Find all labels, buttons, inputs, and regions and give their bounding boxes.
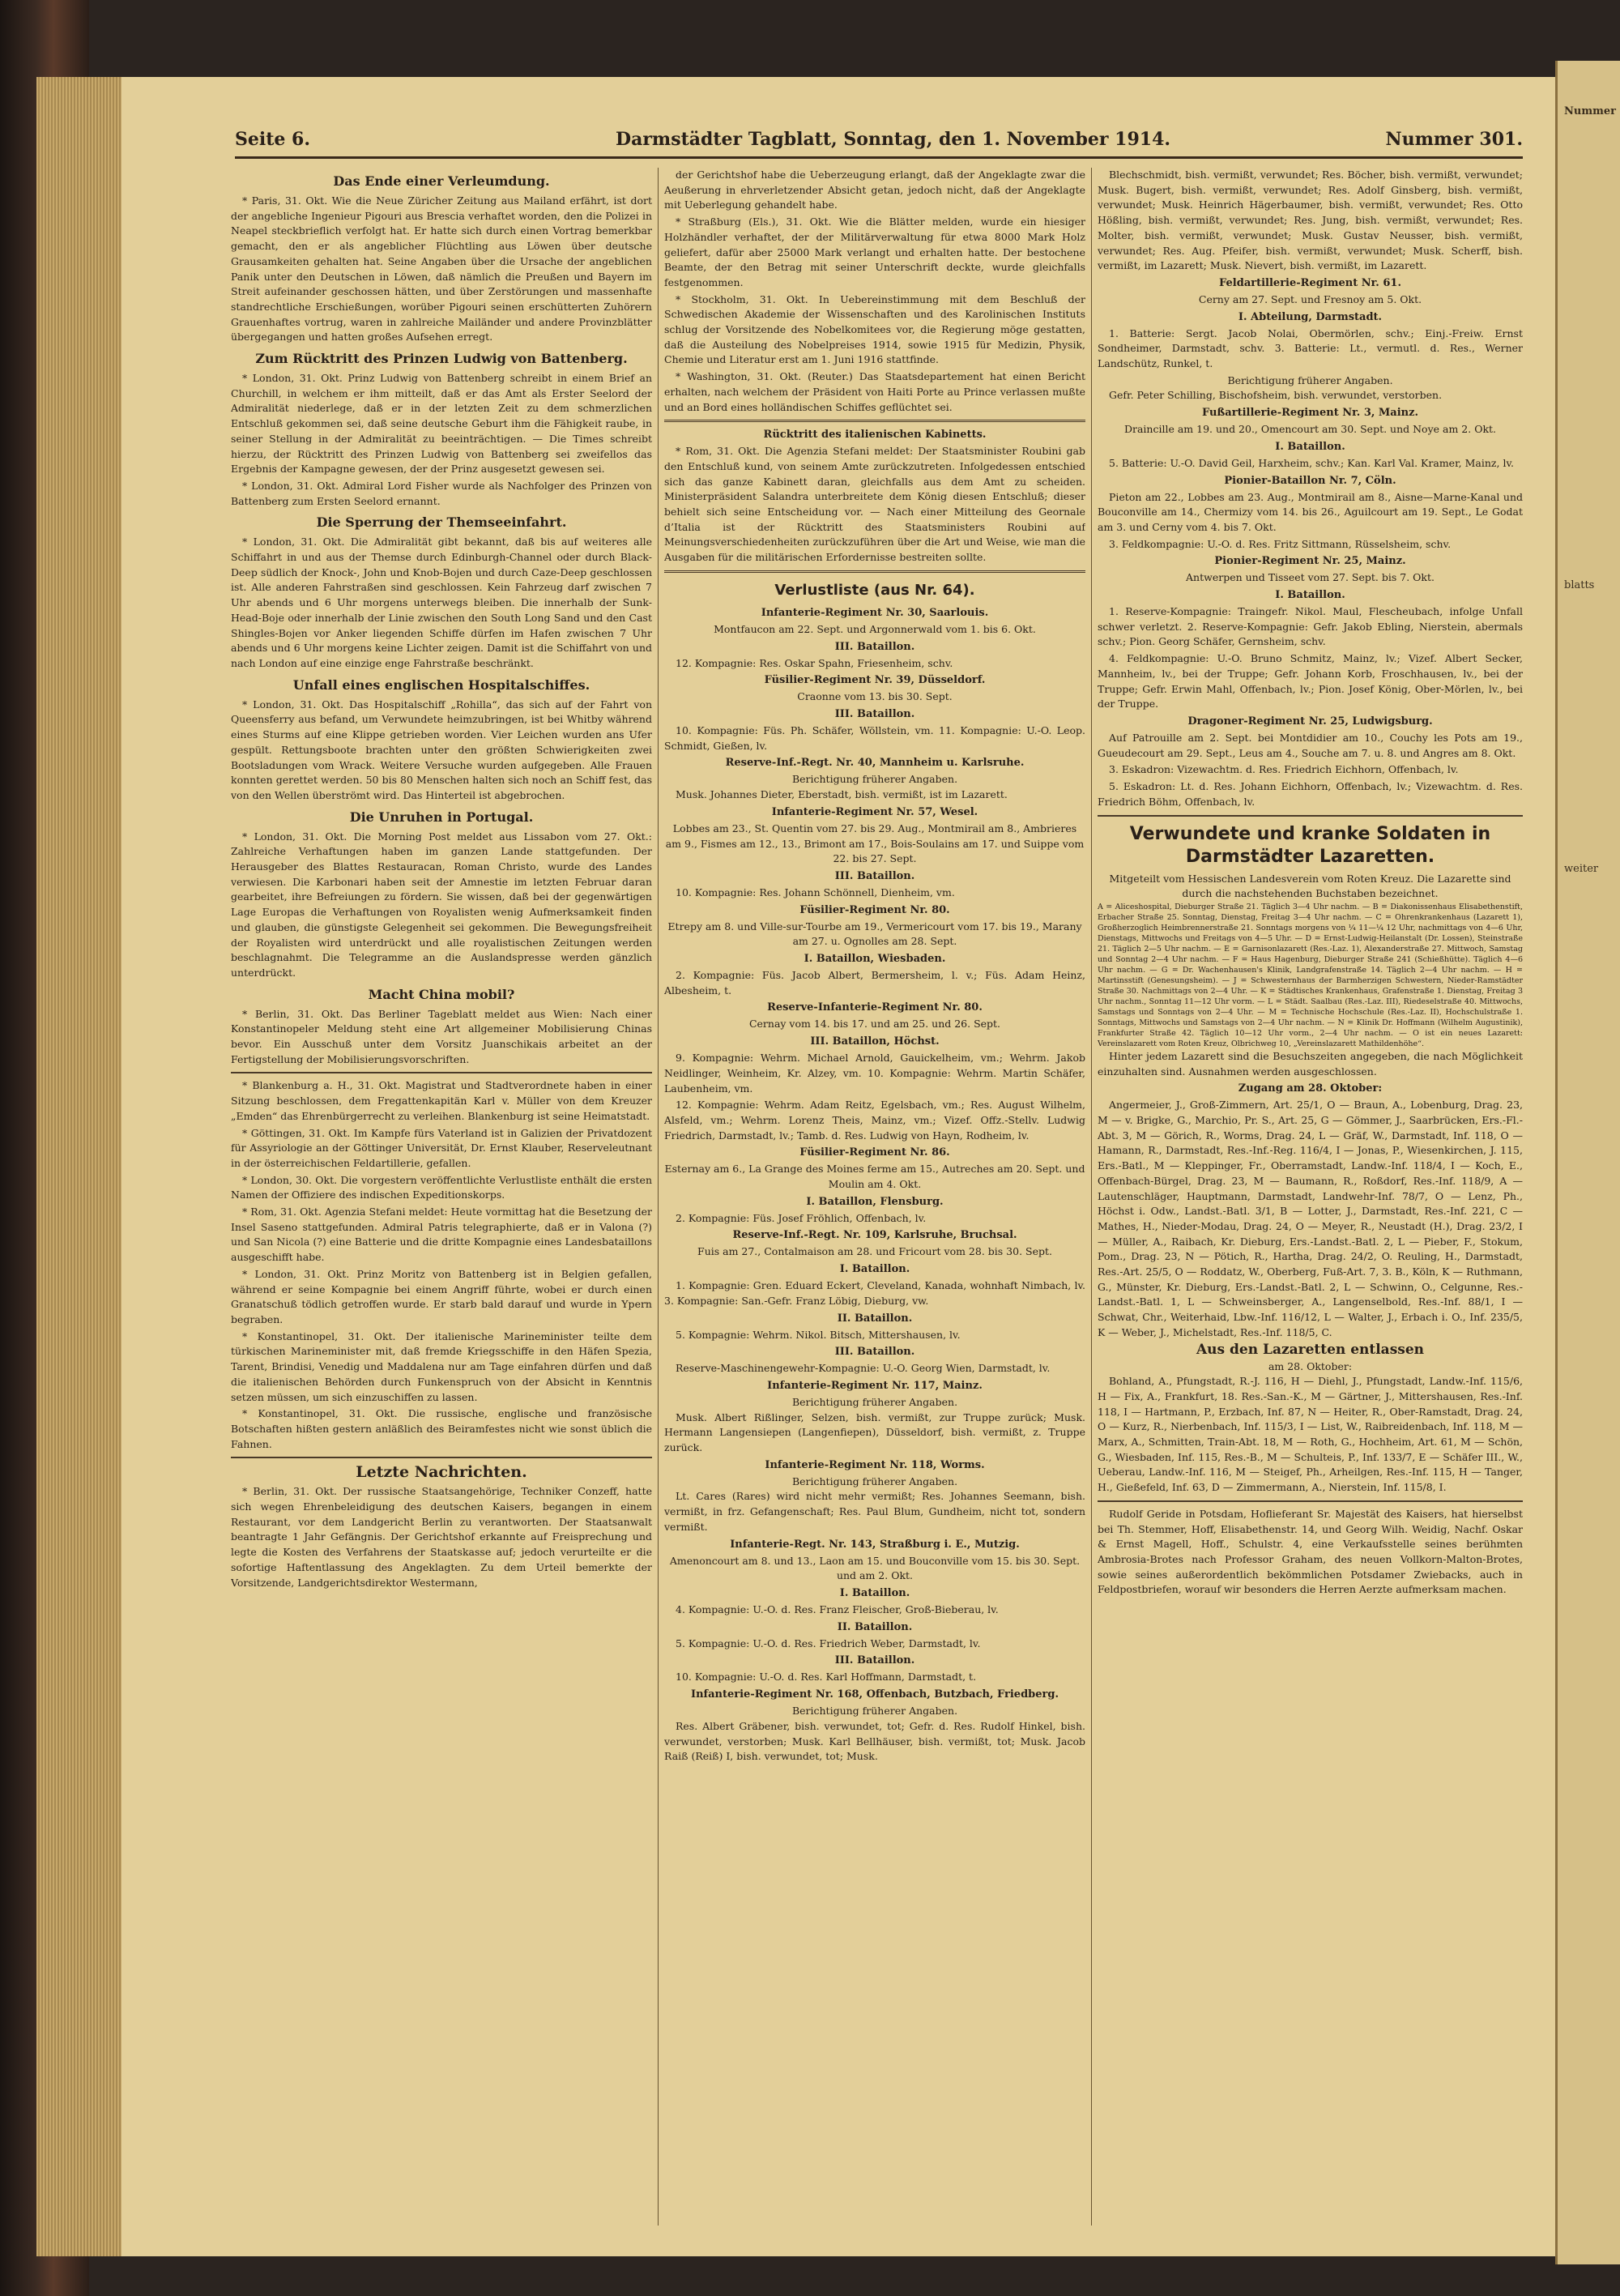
regiment-heading: Reserve-Inf.-Regt. Nr. 109, Karlsruhe, Bruchsal. — [732, 1229, 1017, 1242]
battle-locations: Pieton am 22., Lobbes am 23. Aug., Montmirail am 8., Aisne—Marne-Kanal und Bouconville am 14., Chermizy vom 14. bis 26., Aguilcourt am 19. Sept., Le Godat am 3. und Cerny vom 4. bis 7. Okt. — [1098, 490, 1523, 533]
article-text: * Paris, 31. Okt. Wie die Neue Züricher Zeitung aus Mailand erfährt, ist dort der angebliche Ingenieur Pigouri aus Brescia verhaftet worden, den die Polizei in Neapel steckbrieflich verfolgt hat. Er hatte sich durch einen Vortrag bemerkbar gemacht, den er als angeblicher Flüchtling aus Löwen über deutsche Grausamkeiten gehalten hat. Seine Angaben über die Ursache der angeblichen Panik unter den Deutschen in Löwen, daß nämlich die Preußen und Bayern im Streit aufeinander geschossen hätten, und über Zerstörungen und massenhafte standrechtliche Erschießungen, worüber Pigouri seinen erschütterten Zuhörern Grauenhaftes vortrug, waren in zahlreiche Mailänder und andere Provinzblätter übergegangen und hatten großes Aufsehen erregt. — [231, 194, 652, 344]
regiment-heading: Infanterie-Regiment Nr. 168, Offenbach, Butzbach, Friedberg. — [690, 1688, 1059, 1701]
article-text: * Berlin, 31. Okt. Der russische Staatsangehörige, Techniker Conzeff, hatte sich wegen Ehrenbeleidigung des deutschen Kaisers, begangen in einem Restaurant, vor dem Landgericht Berlin zu verantworten. Der Staatsanwalt beantragte 1 Jahr Gefängnis. Der Gerichtshof erkannte auf Freisprechung und legte die Kosten des Verfahrens der Staatskasse auf; jedoch verurteilte er die sofortige Haftentlassung des Angeklagten. Zu dem Urteil bemerkte der Vorsitzende, Landgerichtsdirektor Westermann, — [231, 1485, 652, 1589]
regiment-heading: Reserve-Inf.-Regt. Nr. 40, Mannheim u. Karlsruhe. — [725, 757, 1025, 770]
newspaper-page — [122, 77, 1555, 2256]
casualty-entry: 5. Kompagnie: U.-O. d. Res. Friedrich Weber, Darmstadt, lv. — [676, 1637, 981, 1649]
article-heading: Die Unruhen in Portugal. — [349, 809, 534, 825]
article-text: * London, 30. Okt. Die vorgestern veröffentlichte Verlustliste enthält die ersten Namen der Offiziere des indischen Expeditionskorps. — [231, 1173, 652, 1201]
facing-page-text: Nummer — [1564, 105, 1616, 117]
battalion-heading: II. Bataillon. — [837, 1312, 913, 1325]
battalion-heading: II. Bataillon. — [837, 1620, 913, 1633]
battle-locations: Lobbes am 23., St. Quentin vom 27. bis 29. Aug., Montmirail am 8., Ambrieres am 9., Fismes am 12., 13., Brimont am 17., Bois-Soulains am 17. und Suippe vom 22. bis 27. Sept. — [665, 822, 1085, 865]
article-heading: Rücktritt des italienischen Kabinetts. — [763, 429, 987, 442]
regiment-heading: Infanterie-Regiment Nr. 118, Worms. — [765, 1458, 985, 1471]
battle-locations: Amenoncourt am 8. und 13., Laon am 15. und Bouconville vom 15. bis 30. Sept. und am 2. Okt. — [669, 1554, 1081, 1582]
article-text: * Konstantinopel, 31. Okt. Die russische, englische und französische Botschaften hißten gestern anläßlich des Beiramfestes nicht wie sonst üblich die Fahnen. — [231, 1407, 652, 1450]
regiment-heading: Reserve-Infanterie-Regiment Nr. 80. — [767, 1001, 983, 1014]
article-text: * Washington, 31. Okt. (Reuter.) Das Staatsdepartement hat einen Bericht erhalten, nach welchem der Präsident von Haiti Porte au Prince verlassen mußte und an Bord eines holländischen Schiffes geflüchtet sei. — [664, 370, 1085, 413]
regiment-heading: Füsilier-Regiment Nr. 80. — [799, 903, 950, 916]
casualty-entry: 2. Kompagnie: Füs. Jacob Albert, Bermersheim, l. v.; Füs. Adam Heinz, Albesheim, t. — [664, 969, 1085, 996]
battle-locations: Esternay am 6., La Grange des Moines ferme am 15., Autreches am 20. Sept. und Moulin am 4. Okt. — [664, 1163, 1085, 1191]
column-1 — [231, 168, 652, 2230]
casualty-entry: Lt. Cares (Rares) wird nicht mehr vermißt; Res. Johannes Seemann, bish. vermißt, in frz. Gefangenschaft; Res. Paul Blum, Gundheim, nicht tot, sondern vermißt. — [664, 1490, 1085, 1533]
battalion-heading: I. Bataillon, Flensburg. — [806, 1195, 944, 1208]
page-number: Seite 6. — [235, 129, 311, 150]
battle-locations: Draincille am 19. und 20., Omencourt am 30. Sept. und Noye am 2. Okt. — [1123, 423, 1497, 436]
column-2 — [664, 168, 1085, 2230]
column-rule — [1091, 168, 1092, 2226]
facing-page-text: blatts — [1564, 579, 1595, 591]
battalion-heading: III. Bataillon. — [834, 1346, 915, 1359]
battle-locations: Montfaucon am 22. Sept. und Argonnerwald vom 1. bis 6. Okt. — [714, 622, 1036, 635]
article-text: * Blankenburg a. H., 31. Okt. Magistrat und Stadtverordnete haben in einer Sitzung beschlossen, dem Fregattenkapitän Karl v. Müller von dem Kreuzer „Emden“ das Ehrenbürgerrecht zu verleihen. Blankenburg ist seine Heimatstadt. — [231, 1079, 652, 1122]
admissions-list: Angermeier, J., Groß-Zimmern, Art. 25/1, O — Braun, A., Lobenburg, Drag. 23, M — v. Brigke, G., Marchio, Pr. S., Art. 25, G — Gömmer, J., Saarbrücken, Ers.-Fl.-Abt. 3, M — Görich, R., Worms, Drag. 24, L — Gräf, W., Darmstadt, Inf. 118, O — Hamann, R., Darmstadt, Res.-Inf.-Reg. 116/4, I — Jonas, P., Wiesenkirchen, J. 115, Ers.-Batl., M — Kleppinger, Fr., Oberramstadt, Landw.-Inf. 118/4, I — Koch, E., Offenbach-Bürgel, Drag. 23, M — Baumann, R., Roßdorf, Res.-Inf. 118/9, A — Lautenschläger, Hauptmann, Darmstadt, Landwehr-Inf. 78/7, O — Lenz, Ph., Höchst i. Odw., Landst.-Batl. 3/1, B — Lotter, J., Darmstadt, Res.-Inf. 221, C — Mathes, H., Nieder-Modau, Drag. 24, O — Meyer, R., Neustadt (H.), Drag. 23/2, I — Müller, A., Raibach, Kr. Dieburg, Ers.-Landst.-Batl. 2, L — Pieber, F., Stokum, Pom., Drag. 23, N — Pötich, R., Hartha, Drag. 24/2, O. Reuling, H., Darmstadt, Res.-Art. 25/5, O — Roddatz, W., Oberberg, Fuß-Art. 7, 3. B., Köln, K — Ruthmann, G., Münster, Kr. Dieburg, Ers.-Landst.-Batl. 2, L — Schwinn, O., Celgunne, Res.-Landst.-Batl. 1, L — Schweinsberger, A., Langenselbold, Res.-Inf. 88/1, I — Schwat, Chr., Weiterhaid, Lbw.-Inf. 116/12, L — Walter, J., Erbach i. O., Inf. 235/5, K — Weber, J., Michelstadt, Res.-Inf. 118/5, C. — [1098, 1099, 1523, 1338]
casualty-entry: 10. Kompagnie: Res. Johann Schönnell, Dienheim, vm. — [676, 886, 955, 898]
casualty-entry: 5. Batterie: U.-O. David Geil, Harxheim, schv.; Kan. Karl Val. Kramer, Mainz, lv. — [1109, 456, 1514, 469]
battalion-heading: III. Bataillon, Höchst. — [810, 1035, 940, 1048]
discharges-list: Bohland, A., Pfungstadt, R.-J. 116, H — Diehl, J., Pfungstadt, Landw.-Inf. 115/6, H — Fix, A., Frankfurt, 18. Res.-San.-K., M — Gärtner, J., Mittershausen, Res.-Inf. 118, I — Hartmann, P., Erzbach, Inf. 87, N — Heiter, R., Ober-Ramstadt, Drag. 24, O — Kurz, R., Nierbenbach, Inf. 115/3, I — List, W., Raibreidenbach, Inf. 118, M — Marx, A., Schmitten, Train-Abt. 18, M — Roth, G., Hochheim, Art. 61, M — Schön, G., Wiesbaden, Inf. 115, Res.-B., M — Schulteis, P., Inf. 133/7, E — Schäfer III., W., Ueberau, Landw.-Inf. 116, M — Steigef, Ph., Arheilgen, Res.-Inf. 115, H — Tanger, H., Gießefeld, Inf. 63, D — Zimmermann, A., Nierstein, Inf. 115/8, I. — [1098, 1375, 1523, 1494]
casualty-entry: 5. Kompagnie: Wehrm. Nikol. Bitsch, Mittershausen, lv. — [676, 1328, 961, 1341]
article-heading: Letzte Nachrichten. — [356, 1463, 527, 1482]
battle-locations: Cerny am 27. Sept. und Fresnoy am 5. Okt. — [1198, 292, 1422, 305]
regiment-heading: Pionier-Bataillon Nr. 7, Cöln. — [1224, 474, 1396, 487]
article-heading: Die Sperrung der Themseeinfahrt. — [316, 514, 567, 531]
battalion-heading: I. Abteilung, Darmstadt. — [1238, 310, 1383, 323]
advertisement-text: Rudolf Geride in Potsdam, Hoflieferant Sr. Majestät des Kaisers, hat hierselbst bei Th. Stemmer, Hoff, Elisabethenstr. 14, und Georg Wilh. Weidig, Nachf. Oskar & Ernst Magell, Hoff., Schulstr. 4, eine Verkaufsstelle seines berühmten Ambrosia-Brotes nach Professor Graham, des neuen Vollkorn-Malton-Brotes, sowie seines außerordentlich bekömmlichen Potsdamer Zwiebacks, auch in Feldpostbriefen, worauf wir besonders die Herren Aerzte aufmerksam machen. — [1098, 1507, 1523, 1596]
casualty-entry: 4. Kompagnie: U.-O. d. Res. Franz Fleischer, Groß-Bieberau, lv. — [676, 1603, 999, 1615]
article-text: der Gerichtshof habe die Ueberzeugung erlangt, daß der Angeklagte zwar die Aeußerung in ehrverletzender Absicht getan, jedoch nicht, daß der Angeklagte mit Ueberlegung gehandelt habe. — [664, 169, 1085, 211]
regiment-heading: Füsilier-Regiment Nr. 39, Düsseldorf. — [764, 674, 986, 687]
article-text: * London, 31. Okt. Das Hospitalschiff „Rohilla“, das sich auf der Fahrt von Queensferry aus befand, um Verwundete heimzubringen, ist bei Whitby während eines Sturms auf eine Klippe getrieben worden. Vier Leichen wurden ans Ufer gespült. Rettungsboote brachten unter den größten Schwierigkeiten zwei Bootsladungen vom Wrack. Weitere Versuche wurden aufgegeben. Alle Frauen konnten gerettet werden. 50 bis 80 Menschen halten sich noch an Schiff fest, das von den Wellen überströmt wird. Das Hinterteil ist abgebrochen. — [231, 698, 652, 801]
article-text: * London, 31. Okt. Admiral Lord Fisher wurde als Nachfolger des Prinzen von Battenberg zum Ersten Seelord ernannt. — [231, 479, 652, 507]
casualty-list-heading: Verlustliste (aus Nr. 64). — [774, 581, 975, 599]
battle-locations: Etrepy am 8. und Ville-sur-Tourbe am 19., Vermericourt vom 17. bis 19., Marany am 27. u. Ognolles am 28. Sept. — [667, 920, 1082, 948]
casualty-entry: Res. Albert Gräbener, bish. verwundet, tot; Gefr. d. Res. Rudolf Hinkel, bish. verwundet, verstorben; Musk. Karl Bellhäuser, bish. vermißt, tot; Musk. Jacob Raiß (Reiß) I, bish. verwundet, tot; Musk. — [664, 1719, 1085, 1763]
casualty-entry: 3. Feldkompagnie: U.-O. d. Res. Fritz Sittmann, Rüsselsheim, schv. — [1109, 537, 1452, 550]
battalion-heading: III. Bataillon. — [834, 1654, 915, 1667]
battle-locations: Cernay vom 14. bis 17. und am 25. und 26. Sept. — [748, 1018, 1001, 1031]
casualty-entry: Blechschmidt, bish. vermißt, verwundet; Res. Böcher, bish. vermißt, verwundet; Musk. Bugert, bish. vermißt, verwundet; Res. Adolf Ginsberg, bish. vermißt, verwundet; Musk. Heinrich Hägerbaumer, bish. vermißt, verwundet; Res. Otto Hößling, bish. vermißt, verwundet; Res. Jung, bish. vermißt, verwundet; Res. Molter, bish. vermißt, verwundet; Musk. Gustav Neusser, bish. vermißt, verwundet; Res. Aug. Pfeifer, bish. vermißt, verwundet; Musk. Scherff, bish. vermißt, im Lazarett; Musk. Nievert, bish. vermißt, im Lazarett. — [1098, 169, 1523, 272]
page-header — [235, 124, 1523, 159]
casualty-entry: Musk. Albert Rißlinger, Selzen, bish. vermißt, zur Truppe zurück; Musk. Hermann Langensiepen (Langenfiepen), Düsseldorf, bish. vermißt, z. Truppe zurück. — [664, 1410, 1085, 1454]
battalion-heading: I. Bataillon. — [1275, 440, 1345, 453]
correction-note: Berichtigung früherer Angaben. — [1227, 373, 1393, 386]
correction-note: Berichtigung früherer Angaben. — [791, 1474, 958, 1487]
article-text: Hinter jedem Lazarett sind die Besuchszeiten angegeben, die nach Möglichkeit einzuhalten sind. Ausnahmen werden ausgeschlossen. — [1098, 1049, 1523, 1078]
battalion-heading: III. Bataillon. — [834, 869, 915, 882]
lazarett-subheading: Mitgeteilt vom Hessischen Landesverein vom Roten Kreuz. Die Lazarette sind durch die nachstehenden Buchstaben bezeichnet. — [1109, 872, 1511, 900]
casualty-entry: 10. Kompagnie: U.-O. d. Res. Karl Hoffmann, Darmstadt, t. — [676, 1671, 977, 1684]
article-heading: Zum Rücktritt des Prinzen Ludwig von Battenberg. — [255, 351, 628, 367]
regiment-heading: Infanterie-Regiment Nr. 30, Saarlouis. — [761, 606, 989, 619]
casualty-entry: 12. Kompagnie: Res. Oskar Spahn, Friesenheim, schv. — [676, 656, 953, 669]
issue-number: Nummer 301. — [1385, 129, 1523, 150]
casualty-entry: 1. Kompagnie: Gren. Eduard Eckert, Cleveland, Kanada, wohnhaft Nimbach, lv. 3. Kompagnie: San.-Gefr. Franz Löbig, Dieburg, vw. — [664, 1279, 1085, 1307]
article-text: * Göttingen, 31. Okt. Im Kampfe fürs Vaterland ist in Galizien der Privatdozent für Assyriologie an der Göttinger Universität, Dr. Ernst Klauber, Reserveleutnant in der österreichischen Feldartillerie, gefallen. — [231, 1126, 652, 1169]
article-text: * London, 31. Okt. Die Morning Post meldet aus Lissabon vom 27. Okt.: Zahlreiche Verhaftungen haben im ganzen Lande stattgefunden. Der Herausgeber des Blattes Restauracan, Roman Christo, wurde des Landes verwiesen. Die Karbonari haben seit der Amnestie im letzten Februar daran gearbeitet, ihre Befreiungen zu fördern. Sie wissen, daß bei der gegenwärtigen Lage Europas die Verhaftungen von Royalisten wenig Aufmerksamkeit finden und glauben, die günstigste Gelegenheit sei gekommen. Die Bewegungsfreiheit der Royalisten wird unterdrückt und alle royalistischen Zeitungen werden beschlagnahmt. Die Telegramme an die Auslandspresse werden gänzlich unterdrückt. — [231, 830, 652, 979]
casualty-entry: 4. Feldkompagnie: U.-O. Bruno Schmitz, Mainz, lv.; Vizef. Albert Secker, Mannheim, lv., bei der Truppe; Gefr. Johann Korb, Froschhausen, lv., bei der Truppe; Gefr. Erwin Mahl, Offenbach, lv.; Pion. Josef König, Ober-Mörlen, lv., bei der Truppe. — [1098, 652, 1523, 711]
battle-locations: Craonne vom 13. bis 30. Sept. — [797, 690, 953, 703]
casualty-entry: Gefr. Peter Schilling, Bischofsheim, bish. verwundet, verstorben. — [1109, 389, 1443, 402]
column-rule — [658, 168, 659, 2226]
correction-note: Berichtigung früherer Angaben. — [791, 773, 958, 786]
masthead: Darmstädter Tagblatt, Sonntag, den 1. November 1914. — [616, 129, 1171, 150]
article-text: * Berlin, 31. Okt. Das Berliner Tageblatt meldet aus Wien: Nach einer Konstantinopeler Meldung steht eine Art allgemeiner Mobilisierung Chinas bevor. Ein Ausschuß unter dem Vorsitz Juanschikais arbeitet an der Fertigstellung der Mobilisierungsvorschriften. — [231, 1007, 652, 1065]
article-text: * Straßburg (Els.), 31. Okt. Wie die Blätter melden, wurde ein hiesiger Holzhändler verhaftet, der der Militärverwaltung für etwa 8000 Mark Holz geliefert, dafür aber 25000 Mark verlangt und erhalten hatte. Der bestochene Beamte, der den Betrag mit seiner Unterschrift deckte, wurde gleichfalls festgenommen. — [664, 216, 1085, 288]
casualty-entry: 1. Reserve-Kompagnie: Traingefr. Nikol. Maul, Flescheubach, infolge Unfall schwer verletzt. 2. Reserve-Kompagnie: Gefr. Jakob Ebling, Nierstein, abermals schv.; Pion. Georg Schäfer, Gernsheim, schv. — [1098, 605, 1523, 648]
column-3 — [1098, 168, 1523, 2230]
lazarett-heading: Verwundete und kranke Soldaten in Darmstädter Lazaretten. — [1129, 823, 1491, 867]
battalion-heading: I. Bataillon. — [839, 1263, 910, 1276]
casualty-entry: 2. Kompagnie: Füs. Josef Fröhlich, Offenbach, lv. — [676, 1211, 927, 1224]
discharges-date: am 28. Oktober: — [1268, 1359, 1353, 1372]
article-heading: Macht China mobil? — [368, 986, 515, 1002]
discharges-heading: Aus den Lazaretten entlassen — [1196, 1341, 1425, 1358]
article-text: * Stockholm, 31. Okt. In Uebereinstimmung mit dem Beschluß der Schwedischen Akademie der Wissenschaften und des Karolinischen Instituts schlug der Vorsitzende des Nobelkomitees vor, die Regierung möge gestatten, daß die Austeilung des Nobelpreises 1914, sowie 1915 für Medizin, Physik, Chemie und Literatur erst am 1. Juni 1916 stattfinde. — [664, 292, 1085, 366]
regiment-heading: Dragoner-Regiment Nr. 25, Ludwigsburg. — [1187, 715, 1433, 728]
regiment-heading: Infanterie-Regiment Nr. 117, Mainz. — [767, 1379, 983, 1392]
battle-locations: Auf Patrouille am 2. Sept. bei Montdidier am 10., Couchy les Pots am 19., Gueudecourt am 29. Sept., Leus am 4., Souche am 7. u. 8. und Angres am 8. Okt. — [1098, 731, 1523, 759]
article-text: * Konstantinopel, 31. Okt. Der italienische Marineminister teilte dem türkischen Marineminister mit, daß fremde Kriegsschiffe in den Häfen Spezia, Tarent, Brindisi, Venedig und Maddalena nur am Tage einfahren dürfen und daß die italienischen Behörden durch Funkenspruch von der Absicht in Kenntnis setzen müssen, um sich einzuschiffen zu lassen. — [231, 1329, 652, 1403]
battalion-heading: III. Bataillon. — [834, 707, 915, 720]
regiment-heading: Infanterie-Regiment Nr. 57, Wesel. — [771, 805, 978, 818]
article-text: * London, 31. Okt. Die Admiralität gibt bekannt, daß bis auf weiteres alle Schiffahrt in und aus der Themse durch Edinburgh-Channel oder durch Black-Deep südlich der Knock-, John und Knob-Bojen und durch Caze-Deep geschlossen ist. Alle anderen Fahrstraßen sind geschlossen. Kein Fahrzeug darf zwischen 7 Uhr abends und 6 Uhr morgens unterwegs bleiben. Die innerhalb der Sunk-Head-Boje oder innerhalb der Linie zwischen den South Long Sand und den Cast Shingles-Bojen vor Anker liegenden Schiffe dürfen im Hafen zwischen 7 Uhr abends und 6 Uhr morgens keine Lichter zeigen. Damit ist die Schiffahrt von und nach London auf eine einzige enge Fahrstraße beschränkt. — [231, 536, 652, 669]
facing-page-text: weiter — [1564, 863, 1599, 875]
casualty-entry: 5. Eskadron: Lt. d. Res. Johann Eichhorn, Offenbach, lv.; Vizewachtm. d. Res. Friedrich Böhm, Offenbach, lv. — [1098, 780, 1523, 808]
article-heading: Das Ende einer Verleumdung. — [333, 173, 550, 189]
battle-locations: Fuis am 27., Contalmaison am 28. und Fricourt vom 28. bis 30. Sept. — [697, 1245, 1052, 1258]
correction-note: Berichtigung früherer Angaben. — [791, 1395, 958, 1408]
casualty-entry: 12. Kompagnie: Wehrm. Adam Reitz, Egelsbach, vm.; Res. August Wilhelm, Alsfeld, vm.; Wehrm. Lorenz Theis, Mainz, vm.; Vizef. Offz.-Stellv. Ludwig Friedrich, Darmstadt, lv.; Tamb. d. Res. Ludwig von Hayn, Rodheim, lv. — [664, 1099, 1085, 1142]
battalion-heading: I. Bataillon, Wiesbaden. — [804, 953, 946, 966]
casualty-entry: 9. Kompagnie: Wehrm. Michael Arnold, Gauickelheim, vm.; Wehrm. Jakob Neidlinger, Weinheim, Kr. Alzey, vm. 10. Kompagnie: Wehrm. Martin Schäfer, Laubenheim, vm. — [664, 1052, 1085, 1095]
casualty-entry: 10. Kompagnie: Füs. Ph. Schäfer, Wöllstein, vm. 11. Kompagnie: U.-O. Leop. Schmidt, Gießen, lv. — [664, 723, 1085, 752]
article-text: * Rom, 31. Okt. Die Agenzia Stefani meldet: Der Staatsminister Roubini gab den Entschluß kund, von seinem Amte zurückzutreten. Infolgedessen entschied sich das ganze Kabinett daran, gleichfalls aus dem Amt zu scheiden. Ministerpräsident Salandra unterbreitete dem König diesen Entschluß; dieser behielt sich seine Entscheidung vor. — Nach einer Mitteilung des Geornale d’Italia ist der Rücktritt des Staatsministers Roubini auf Meinungsverschiedenheiten zurückzuführen über die Art und Weise, wie man die Ausgaben für die militärischen Erfordernisse bestreiten sollte. — [664, 445, 1085, 564]
battalion-heading: I. Bataillon. — [1275, 589, 1345, 602]
regiment-heading: Füsilier-Regiment Nr. 86. — [799, 1146, 950, 1159]
regiment-heading: Pionier-Regiment Nr. 25, Mainz. — [1214, 555, 1406, 568]
article-text: * Rom, 31. Okt. Agenzia Stefani meldet: Heute vormittag hat die Besetzung der Insel Saseno stattgefunden. Admiral Patris telegraphierte, daß er in Valona (?) und San Nicola (?) eine Batterie und die dritte Kompagnie eines Landesbataillons ausgeschifft habe. — [231, 1206, 652, 1264]
casualty-entry: 1. Batterie: Sergt. Jacob Nolai, Obermörlen, schv.; Einj.-Freiw. Ernst Sondheimer, Darmstadt, schv. 3. Batterie: Lt., vermutl. d. Res., Werner Landschütz, Runkel, t. — [1098, 326, 1523, 370]
regiment-heading: Infanterie-Regt. Nr. 143, Straßburg i. E., Mutzig. — [730, 1538, 1020, 1551]
divider — [231, 1457, 652, 1458]
casualty-entry: 3. Eskadron: Vizewachtm. d. Res. Friedrich Eichhorn, Offenbach, lv. — [1109, 763, 1459, 776]
correction-note: Berichtigung früherer Angaben. — [791, 1705, 958, 1718]
regiment-heading: Feldartillerie-Regiment Nr. 61. — [1219, 276, 1401, 289]
divider — [1098, 1500, 1523, 1502]
divider — [1098, 815, 1523, 817]
article-heading: Unfall eines englischen Hospitalschiffes. — [292, 676, 590, 693]
lazarett-legend: A = Aliceshospital, Dieburger Straße 21. Täglich 3—4 Uhr nachm. — B = Diakonissenhaus Elisabethenstift, Erbacher Straße 25. Sonntag, Dienstag, Freitag 3—4 Uhr nachm. — C = Ohrenkrankenhaus (Lazarett 1), Großherzoglich Heimbrennerstraße 21. Sonntags morgens von ¼ 11—¼ 12 Uhr, nachmittags von 4—6 Uhr, Dienstags, Mittwochs und Freitags von 4—5 Uhr. — D = Ernst-Ludwig-Heilanstalt (Dr. Lossen), Steinstraße 21. Täglich 2—5 Uhr nachm. — E = Garnisonlazarett (Res.-Laz. 1), Alexanderstraße 27. Mittwoch, Samstag und Sonntag 2—4 Uhr nachm. — F = Haus Hagenburg, Dieburger Straße 241 (Schießhütte). Täglich 4—6 Uhr nachm. — G = Dr. Wachenhausen's Klinik, Landgrafenstraße 14. Täglich 2—4 Uhr nachm. — H = Martinsstift (Genesungsheim). — J = Schwesternhaus der Barmherzigen Schwestern, Nieder-Ramstädter Straße 30. Nachmittags von 2—4 Uhr. — K = Städtisches Krankenhaus, Grafenstraße 1. Dienstag, Freitag 3 Uhr nachm., Sonntag 11—12 Uhr vorm. — L = Städt. Saalbau (Res.-Laz. III), Riedeselstraße 40. Mittwochs, Samstags und Sonntags von 2—4 Uhr. — M = Technische Hochschule (Res.-Laz. II), Hochschulstraße 1. Sonntags, Mittwochs und Samstags von 2—4 Uhr nachm. — N = Klinik Dr. Hoffmann (Wilhelm Augustinik), Frankfurter Straße 42. Täglich 10—12 Uhr vorm., 2—4 Uhr nachm. — O ist ein neues Lazarett: Vereinslazarett vom Roten Kreuz, Olbrichweg 10, „Vereinslazarett Mathildenhöhe“. — [1098, 902, 1523, 1048]
admissions-heading: Zugang am 28. Oktober: — [1238, 1082, 1383, 1095]
article-text: * London, 31. Okt. Prinz Moritz von Battenberg ist in Belgien gefallen, während er seine Kompagnie bei einem Angriff führte, wobei er durch einen Granatschuß tödlich getroffen wurde. Er starb bald darauf und wurde in Ypern begraben. — [231, 1267, 652, 1325]
divider — [231, 1072, 652, 1073]
casualty-entry: Reserve-Maschinengewehr-Kompagnie: U.-O. Georg Wien, Darmstadt, lv. — [676, 1362, 1051, 1375]
battalion-heading: III. Bataillon. — [834, 640, 915, 653]
casualty-entry: Musk. Johannes Dieter, Eberstadt, bish. vermißt, ist im Lazarett. — [676, 788, 1008, 801]
article-text: * London, 31. Okt. Prinz Ludwig von Battenberg schreibt in einem Brief an Churchill, in welchem er ihm mitteilt, daß er das Amt als Erster Seelord der Admiralität niederlege, daß er in der letzten Zeit zu dem schmerzlichen Entschluß gekommen sei, daß seine deutsche Geburt ihm die Fähigkeit raube, in seiner Stellung in der Admiralität zu beeinträchtigen. — Die Times schreibt hierzu, der Rücktritt des Prinzen Ludwig von Battenberg sei zweifellos das Ergebnis der Kampagne gewesen, der der Prinz ausgesetzt gewesen sei. — [231, 372, 652, 476]
regiment-heading: Fußartillerie-Regiment Nr. 3, Mainz. — [1201, 407, 1419, 420]
facing-page-edge — [1555, 61, 1620, 2264]
battle-locations: Antwerpen und Tisseet vom 27. Sept. bis 7. Okt. — [1186, 571, 1435, 584]
boxed-article — [664, 420, 1085, 573]
battalion-heading: I. Bataillon. — [839, 1587, 910, 1599]
